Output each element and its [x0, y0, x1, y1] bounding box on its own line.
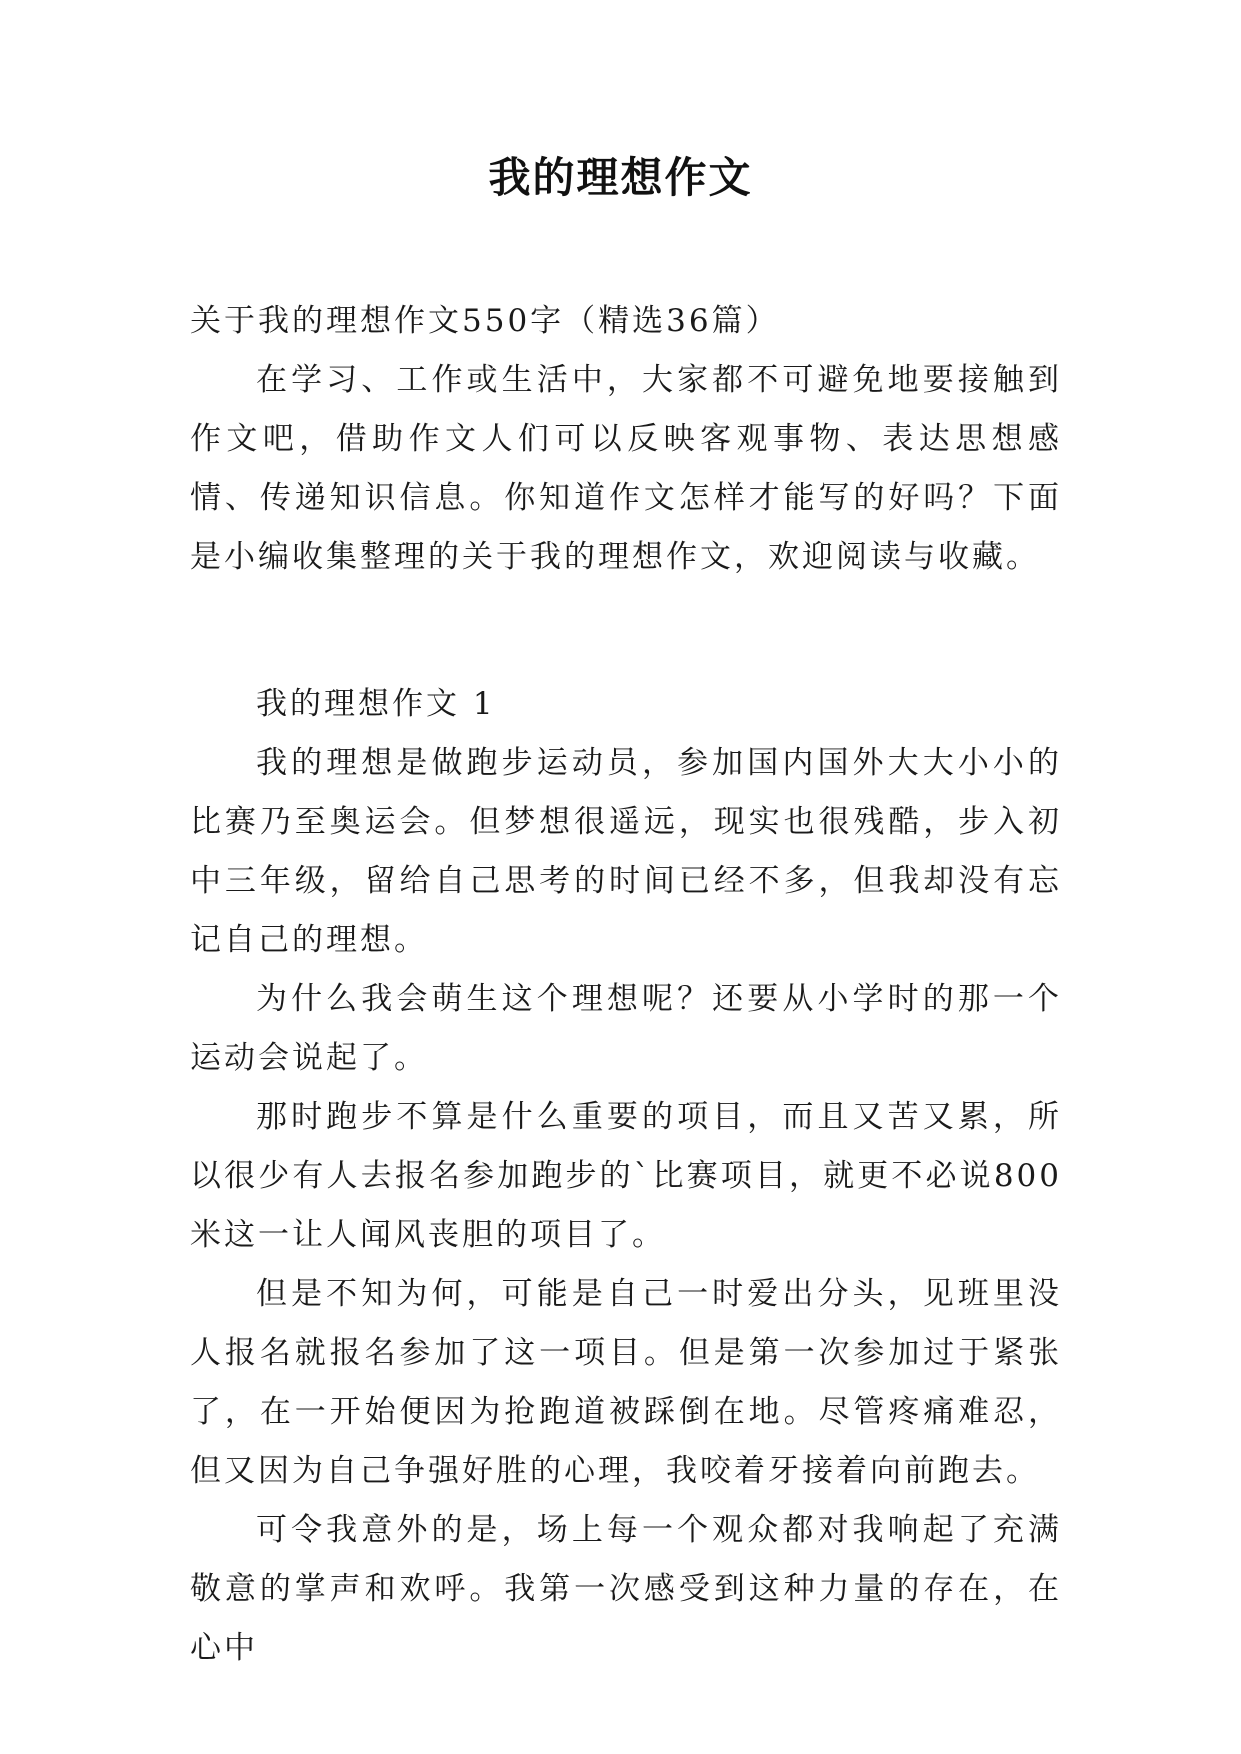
body-paragraph: 我的理想是做跑步运动员，参加国内国外大大小小的比赛乃至奥运会。但梦想很遥远，现实也很残酷，步入初中三年级，留给自己思考的时间已经不多，但我却没有忘记自己的理想。 [190, 745, 1062, 958]
section-heading: 我的理想作文 1 [256, 686, 496, 722]
body-paragraph: 为什么我会萌生这个理想呢？还要从小学时的那一个运动会说起了。 [190, 981, 1062, 1076]
intro-paragraph: 在学习、工作或生活中，大家都不可避免地要接触到作文吧，借助作文人们可以反映客观事物、表达思想感情、传递知识信息。你知道作文怎样才能写的好吗？下面是小编收集整理的关于我的理想作文，欢迎阅读与收藏。 [190, 362, 1062, 575]
section-spacer [190, 587, 1062, 675]
body-paragraph: 但是不知为何，可能是自己一时爱出分头，见班里没人报名就报名参加了这一项目。但是第一次参加过于紧张了，在一开始便因为抢跑道被踩倒在地。尽管疼痛难忍，但又因为自己争强好胜的心理，我咬着牙接着向前跑去。 [190, 1276, 1062, 1489]
document-subtitle: 关于我的理想作文550字（精选36篇） [190, 303, 780, 339]
body-paragraph: 那时跑步不算是什么重要的项目，而且又苦又累，所以很少有人去报名参加跑步的`比赛项目，就更不必说800米这一让人闻风丧胆的项目了。 [190, 1099, 1062, 1253]
document-body [190, 292, 1062, 1678]
body-paragraph: 可令我意外的是，场上每一个观众都对我响起了充满敬意的掌声和欢呼。我第一次感受到这种力量的存在，在心中 [190, 1512, 1062, 1666]
document-title: 我的理想作文 [488, 153, 753, 202]
